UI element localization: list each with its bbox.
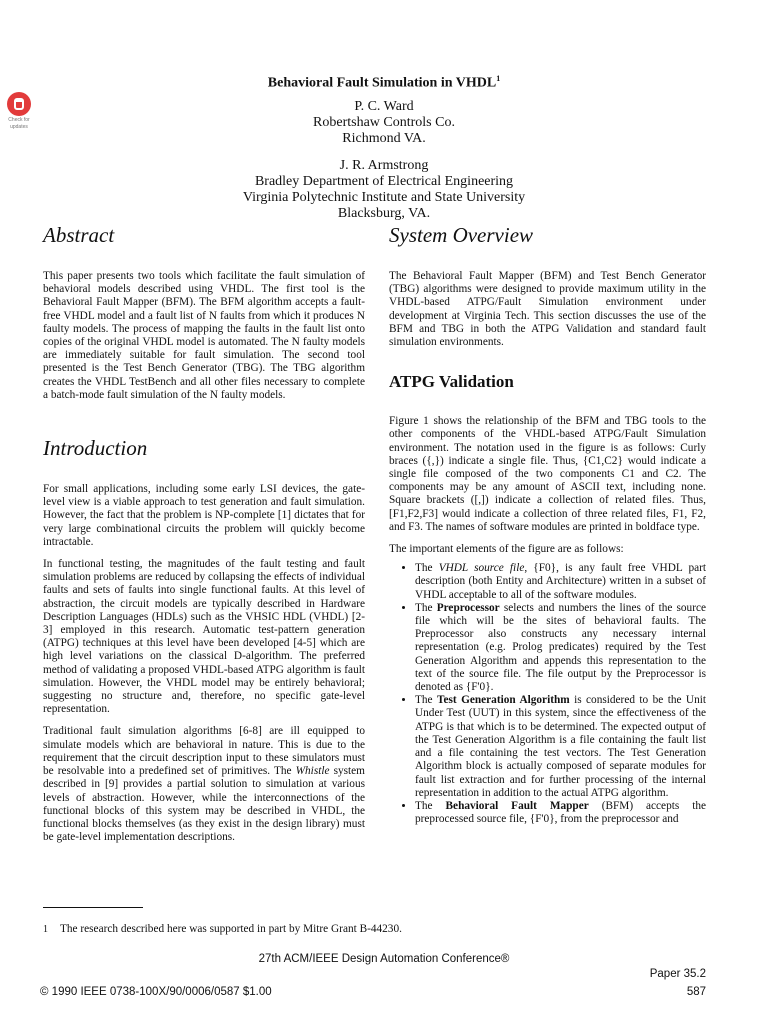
elements-intro: The important elements of the figure are as follows: — [389, 543, 624, 556]
paper-header — [0, 70, 768, 222]
footnote-mark: 1 — [43, 924, 48, 935]
elements-list — [389, 562, 706, 826]
abstract-paragraph: This paper presents two tools which facilitate the fault simulation of behavioral models described using VHDL. The first tool is the Behavioral Fault Mapper (BFM). The BFM algorithm accepts a fault-free VHDL model and a fault list of N faults from which it produces N faulty models. The process of mapping the faults in the fault list onto copies of the original VHDL model is automated. The N faulty models are immediately suitable for fault simulation. The second tool presented is the Test Bench Generator (TBG). The TBG algorithm creates the VHDL TestBench and all other files necessary to complete a batch-mode fault simulation of the N faulty models. — [43, 270, 365, 401]
right-column — [389, 222, 706, 826]
footnote-text: The research described here was supported in part by Mitre Grant B-44230. — [60, 923, 402, 935]
list-item: • The VHDL source file, {F0}, is any fault free VHDL part description (both Entity and Architecture) written in a subset of VHDL acceptable to all of the software modules. — [415, 562, 706, 602]
overview-paragraph: The Behavioral Fault Mapper (BFM) and Test Bench Generator (TBG) algorithms were designed to provide maximum utility in the VHDL-based ATPG/Fault Simulation environment under development at Virginia Tech. This section discusses the use of the BFM and TBG in both the ATPG Validation and standard fault simulation environments. — [389, 270, 706, 349]
footnote — [43, 922, 703, 937]
abstract-heading: Abstract — [43, 223, 115, 247]
author1-name: P. C. Ward — [354, 98, 414, 114]
page-number: 587 — [686, 986, 706, 998]
intro-paragraph-1: For small applications, including some early LSI devices, the gate-level view is a viable approach to test generation and fault simulation. However, the fact that the problem is NP-complete [1] dictates that for very large combinational circuits the problem will quickly become intractable. — [43, 483, 365, 548]
list-item: • The Behavioral Fault Mapper (BFM) accepts the preprocessed source file, {F'0}, from the preprocessor and — [415, 800, 706, 826]
footnote-rule — [43, 907, 143, 908]
badge-label-line1: Check for — [8, 117, 30, 123]
author1-org: Robertshaw Controls Co. — [313, 114, 455, 130]
intro-paragraph-2: In functional testing, the magnitudes of the fault testing and fault simulation problems are reduced by collapsing the effects of individual faults and sets of faults into single functional faults. At this level of abstraction, the circuit models are typically described in Hardware Description Languages (HDLs) such as the VHSIC HDL (VHDL) [2-3] employed in this research. Automatic test-pattern generation (ATPG) techniques at this level have been developed [4-5] which are high level variations on the classical D-algorithm. The preferred method of validating a proposed VHDL-based ATPG algorithm is fault simulation. However, the VHDL model may be entirely behavioral; suggesting no structure and, therefore, no specific gate-level representation. — [43, 558, 365, 716]
system-overview-heading: System Overview — [389, 223, 534, 247]
introduction-heading: Introduction — [43, 436, 148, 461]
whistle-term: Whistle — [295, 765, 330, 778]
badge-label-line2: updates — [10, 124, 28, 130]
intro-paragraph-3: Traditional fault simulation algorithms [6-8] are ill equipped to simulate models which are behavioral in nature. This is due to the requirement that the circuit description input to these simulators must be resolvable into a predefined set of primitives. The Whistle system described in [9] provides a partial solution to simulation at various levels of abstraction. However, while the interconnections of the functional blocks of this system may be described in VHDL, the functional blocks themselves (as they exist in the design library) must be gate-level implementation descriptions. — [43, 725, 365, 844]
list-item: • The Preprocessor selects and numbers the lines of the source file which will be the sites of behavioral faults. The Preprocessor also constructs any necessary internal representation (e.g. Prolog predicates) required by the Test Generation Algorithm and appends this representation to the text of the source file. The file output by the Preprocessor is denoted as {F'0}. — [415, 602, 706, 694]
author2-name: J. R. Armstrong — [339, 157, 429, 173]
atpg-paragraph: Figure 1 shows the relationship of the BFM and TBG tools to the other components of the VHDL-based ATPG/Fault Simulation environment. The notation used in the figure is as follows: Curly braces ({,}) indicate a single file. Thus, {C1,C2} would indicate a single file composed of the two components C1 and C2. The components may be any amount of ASCII text, including none. Square brackets ([,]) indicate a collection of related files. Thus, [F1,F2,F3] would indicate a collection of three related files, F1, F2, and F3. The names of software modules are printed in boldface type. — [389, 415, 706, 533]
list-item: • The Test Generation Algorithm is considered to be the Unit Under Test (UUT) in this system, since the effectiveness of the ATPG is that which is to be determined. The expected output of the Test Generation Algorithm is a file containing the fault list and a file containing the test vectors. The Test Generation Algorithm block is actually composed of separate modules for fault list extraction and for further processing of the internal representation in addition to the actual ATPG algorithm. — [415, 694, 706, 800]
author2-org: Virginia Polytechnic Institute and State University — [242, 189, 526, 205]
author2-dept: Bradley Department of Electrical Engineering — [254, 173, 514, 189]
paper-number: Paper 35.2 — [649, 968, 706, 980]
author1-city: Richmond VA. — [342, 130, 426, 146]
left-column — [43, 222, 365, 844]
conference-name: 27th ACM/IEEE Design Automation Conference® — [258, 953, 510, 965]
copyright-line: © 1990 IEEE 0738-100X/90/0006/0587 $1.00 — [40, 986, 272, 998]
author2-city: Blacksburg, VA. — [337, 205, 431, 221]
paper-title: Behavioral Fault Simulation in VHDL$^1$ — [267, 74, 501, 91]
atpg-validation-heading: ATPG Validation — [389, 372, 514, 392]
title-footnote-mark: 1 — [496, 74, 501, 83]
